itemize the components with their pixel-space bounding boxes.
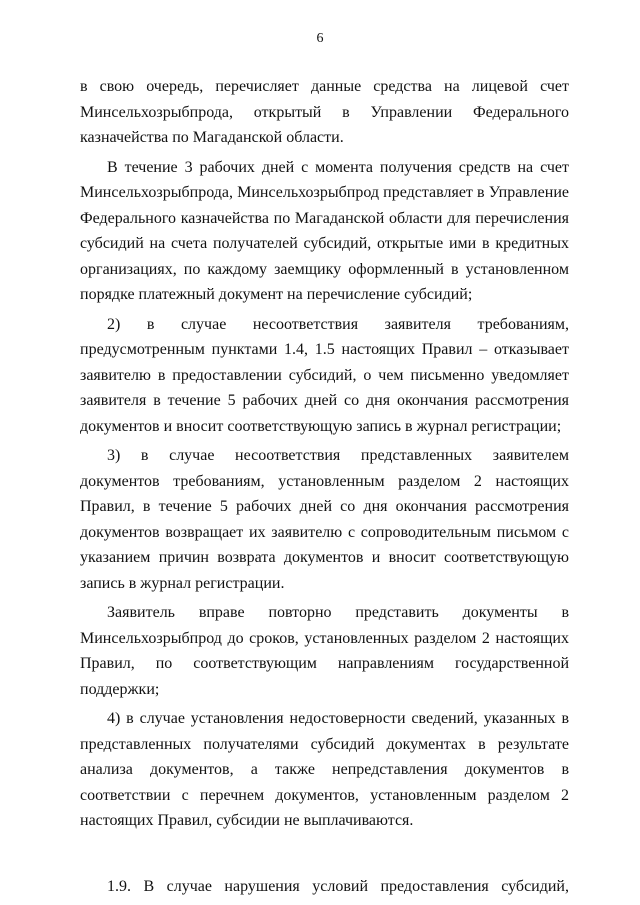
paragraph-item-2: 2) в случае несоответствия заявителя требованиям, предусмотренным пунктами 1.4, 1.5 настоящих Правил – отказывает заявителю в предоставлении субсидий, о чем письменно уведомляет заявителя в течение 5 рабочих дней со дня окончания рассмотрения документов и вносит соответствующую запись в журнал регистрации; — [80, 315, 569, 435]
document-body — [80, 74, 569, 899]
paragraph-item-4: 4) в случае установления недостоверности сведений, указанных в представленных получателями субсидий документах в результате анализа документов, а также непредставления документов в соответствии с перечнем документов, установленным разделом 2 настоящих Правил, субсидии не выплачиваются. — [80, 710, 569, 829]
paragraph-resubmission: Заявитель вправе повторно представить документы в Минсельхозрыбпрод до сроков, установленных разделом 2 настоящих Правил, по соответствующим направлениям государственной поддержки; — [80, 604, 569, 698]
paragraph-item-3: 3) в случае несоответствия представленных заявителем документов требованиям, установленным разделом 2 настоящих Правил, в течение 5 рабочих дней со дня окончания рассмотрения документов возвращает их заявителю с сопроводительным письмом с указанием причин возврата документов и вносит соответствующую запись в журнал регистрации. — [80, 447, 569, 592]
paragraph-section-1-9: 1.9. В случае нарушения условий предоставления субсидий, — [107, 877, 569, 895]
paragraph-payment-transfer: В течение 3 рабочих дней с момента получения средств на счет Минсельхозрыбпрода, Минсельхозрыбпрод представляет в Управление Федерального казначейства по Магаданской области для перечисления субсидий на счета получателей субсидий, открытые ими в кредитных организациях, по каждому заемщику оформленный в установленном порядке платежный документ на перечисление субсидий; — [80, 158, 569, 303]
page-number: 6 — [316, 31, 324, 46]
paragraph-continuation: в свою очередь, перечисляет данные средства на лицевой счет Минсельхозрыбпрода, открытый в Управлении Федерального казначейства по Магаданской области. — [80, 78, 569, 146]
